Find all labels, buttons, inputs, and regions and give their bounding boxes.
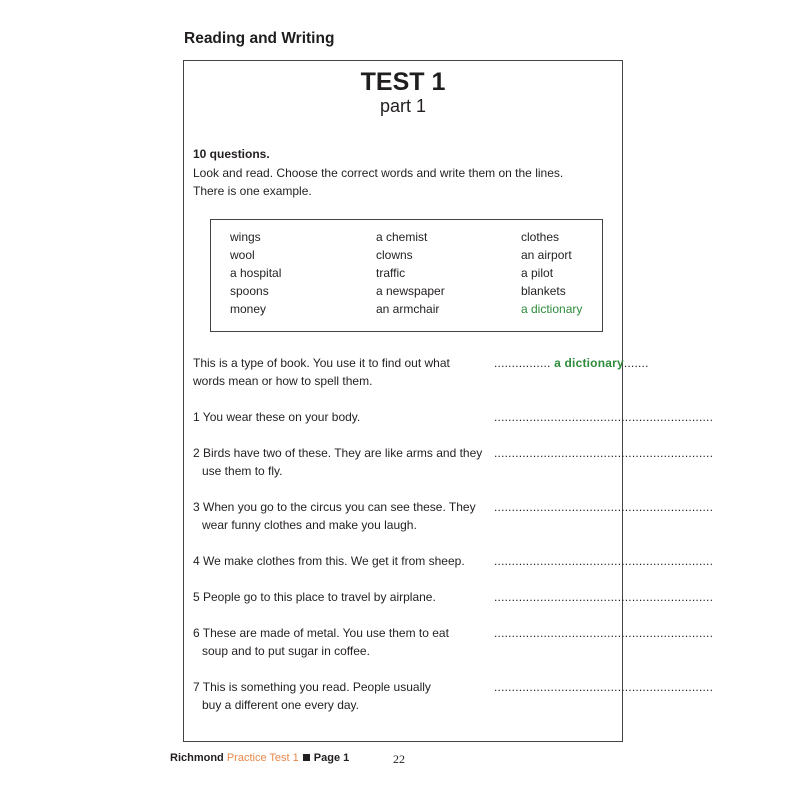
footer — [170, 752, 349, 764]
word-option: blankets — [521, 284, 566, 298]
question-5 — [193, 588, 436, 606]
question-count: 10 questions. — [193, 147, 270, 161]
question-line: This is a type of book. You use it to find out what — [193, 356, 450, 370]
word-option: traffic — [376, 266, 406, 280]
footer-brand: Richmond — [170, 752, 224, 764]
word-option: an airport — [521, 248, 572, 262]
question-line: 1 You wear these on your body. — [193, 410, 361, 424]
answer-dots: ................ — [494, 356, 551, 370]
answer-line-1[interactable]: .............................................................. — [494, 410, 714, 424]
question-line: 4 We make clothes from this. We get it from sheep. — [193, 554, 465, 568]
word-option-example: a dictionary — [521, 302, 583, 316]
word-option: wool — [230, 248, 255, 262]
page-number: 22 — [393, 752, 405, 766]
answer-dots: ....... — [623, 356, 649, 370]
question-4 — [193, 552, 465, 570]
question-line: 5 People go to this place to travel by airplane. — [193, 590, 436, 604]
section-title: Reading and Writing — [184, 30, 335, 47]
word-option: a newspaper — [376, 284, 445, 298]
question-1 — [193, 408, 360, 426]
part-title: part 1 — [379, 96, 427, 116]
word-option: spoons — [230, 284, 269, 298]
question-line: buy a different one every day. — [202, 698, 359, 712]
word-option: clowns — [376, 248, 413, 262]
question-3 — [193, 498, 476, 534]
word-option: money — [230, 302, 267, 316]
word-option: clothes — [521, 230, 560, 244]
word-option: a hospital — [230, 266, 282, 280]
question-line: 2 Birds have two of these. They are like arms and they — [193, 446, 483, 460]
answer-line-3[interactable]: .............................................................. — [494, 500, 714, 514]
question-line: wear funny clothes and make you laugh. — [202, 518, 417, 532]
answer-line-7[interactable]: .............................................................. — [494, 680, 714, 694]
word-option: a chemist — [376, 230, 428, 244]
footer-series: Practice Test 1 — [226, 752, 299, 764]
word-option: an armchair — [376, 302, 440, 316]
test-title: TEST 1 — [360, 68, 446, 96]
question-line: 3 When you go to the circus you can see these. They — [193, 500, 476, 514]
instruction-line: There is one example. — [193, 184, 312, 198]
answer-line-4[interactable]: .............................................................. — [494, 554, 714, 568]
word-option: wings — [230, 230, 261, 244]
square-bullet-icon — [303, 754, 310, 761]
answer-line-2[interactable]: .............................................................. — [494, 446, 714, 460]
answer-line-5[interactable]: .............................................................. — [494, 590, 714, 604]
question-line: words mean or how to spell them. — [193, 374, 373, 388]
example-question — [193, 354, 450, 390]
question-line: 6 These are made of metal. You use them to eat — [193, 626, 449, 640]
question-line: use them to fly. — [202, 464, 283, 478]
question-6 — [193, 624, 449, 660]
example-answer-text: a dictionary — [554, 356, 624, 370]
question-7 — [193, 678, 431, 714]
question-line: 7 This is something you read. People usually — [193, 680, 431, 694]
word-option: a pilot — [521, 266, 554, 280]
question-line: soup and to put sugar in coffee. — [202, 644, 370, 658]
instruction-line: Look and read. Choose the correct words and write them on the lines. — [193, 166, 564, 180]
answer-line-6[interactable]: .............................................................. — [494, 626, 714, 640]
footer-page-label: Page 1 — [313, 752, 350, 764]
example-answer — [494, 356, 649, 370]
question-2 — [193, 444, 482, 480]
